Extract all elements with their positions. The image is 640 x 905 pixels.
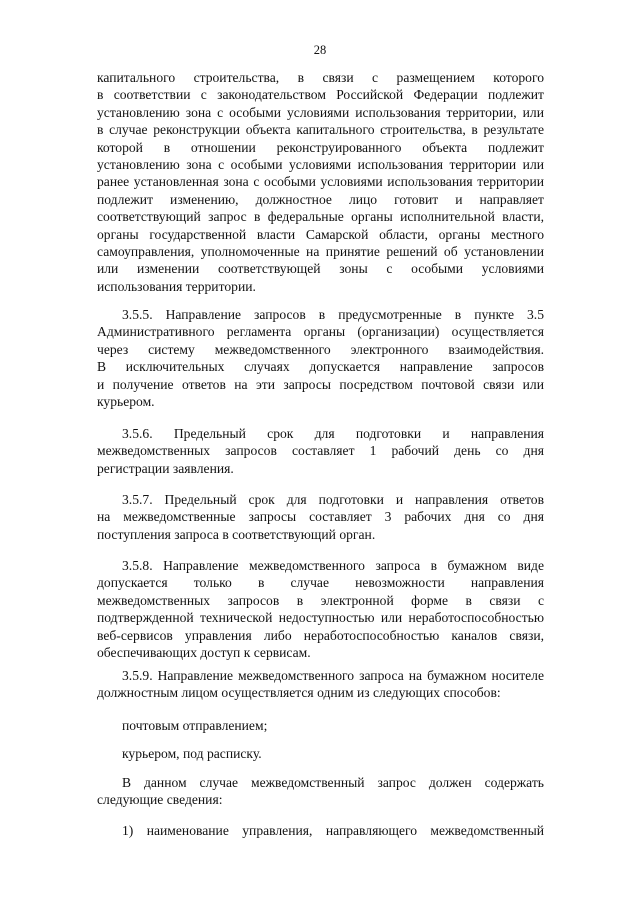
text-line: должностным лицом осуществляется одним из следующих способов: xyxy=(97,685,501,701)
text-line: веб-сервисов управления либо неработоспособностью каналов связи, xyxy=(97,627,544,643)
text-line: или изменении соответствующей зоны с особыми условиями xyxy=(97,261,544,277)
text-line: через систему межведомственного электронного взаимодействия. xyxy=(97,341,544,357)
text-line: в случае реконструкции объекта капитального строительства, в результате xyxy=(97,122,544,138)
paragraph-p-3-5-8 xyxy=(97,557,544,661)
text-line: которой в отношении реконструированного объекта подлежит xyxy=(97,139,544,155)
text-line: в соответствии с законодательством Российской Федерации подлежит xyxy=(97,87,544,103)
paragraph-p-3-5-6 xyxy=(97,425,544,477)
paragraph-item-1 xyxy=(97,822,544,839)
text-line: 3.5.6. Предельный срок для подготовки и направления xyxy=(122,426,544,441)
page-number: 28 xyxy=(313,43,327,57)
text-line: использования территории. xyxy=(97,278,256,294)
text-line: 3.5.8. Направление межведомственного запроса в бумажном виде xyxy=(122,558,544,573)
text-line: и получение ответов на эти запросы посредством почтовой связи или xyxy=(97,376,544,392)
text-line: самоуправления, уполномоченные на принятие решений об установлении xyxy=(97,243,544,259)
text-line: Административного регламента органы (организации) осуществляется xyxy=(97,324,544,340)
text-line: курьером. xyxy=(97,393,155,409)
text-line: на межведомственные запросы составляет 3 рабочих дня со дня xyxy=(97,509,544,525)
text-line: регистрации заявления. xyxy=(97,460,234,476)
paragraph-p-3-5-5 xyxy=(97,306,544,410)
paragraph-method-courier xyxy=(97,745,544,762)
text-line: межведомственных запросов составляет 1 рабочий день со дня xyxy=(97,443,544,459)
text-line: подлежит изменению, должностное лицо готовит и направляет xyxy=(97,191,544,207)
text-line: межведомственных запросов в электронной форме в связи с xyxy=(97,592,544,608)
text-line: 3.5.9. Направление межведомственного запроса на бумажном носителе xyxy=(122,668,544,683)
text-line: следующие сведения: xyxy=(97,792,223,808)
text-line: В исключительных случаях допускается направление запросов xyxy=(97,359,544,375)
text-line: 3.5.7. Предельный срок для подготовки и направления ответов xyxy=(122,492,544,507)
text-line: органы государственной власти Самарской области, органы местного xyxy=(97,226,544,242)
paragraph-p-3-5-9 xyxy=(97,667,544,702)
text-line: капитального строительства, в связи с размещением которого xyxy=(97,70,544,85)
text-line: почтовым отправлением; xyxy=(122,718,268,733)
text-line: ранее установленная зона с особыми условиями использования территории xyxy=(97,174,544,190)
text-line: 1) наименование управления, направляющего межведомственный xyxy=(122,823,544,838)
paragraph-continuation xyxy=(97,69,544,295)
paragraph-method-post xyxy=(97,717,544,734)
text-line: В данном случае межведомственный запрос должен содержать xyxy=(122,775,544,790)
text-line: подтвержденной технической недоступностью или неработоспособностью xyxy=(97,610,544,626)
text-line: соответствующий запрос в федеральные органы исполнительной власти, xyxy=(97,209,544,225)
text-line: поступления запроса в соответствующий орган. xyxy=(97,526,376,542)
text-line: установлению зона с особыми условиями использования территории, или xyxy=(97,104,544,120)
text-line: допускается только в случае невозможности направления xyxy=(97,575,544,591)
paragraph-p-3-5-7 xyxy=(97,491,544,543)
paragraph-content-intro xyxy=(97,774,544,809)
text-line: обеспечивающих доступ к сервисам. xyxy=(97,644,311,660)
text-line: 3.5.5. Направление запросов в предусмотренные в пункте 3.5 xyxy=(122,307,544,322)
text-line: установлению зона с особыми условиями использования территории или xyxy=(97,156,544,172)
text-line: курьером, под расписку. xyxy=(122,746,262,761)
